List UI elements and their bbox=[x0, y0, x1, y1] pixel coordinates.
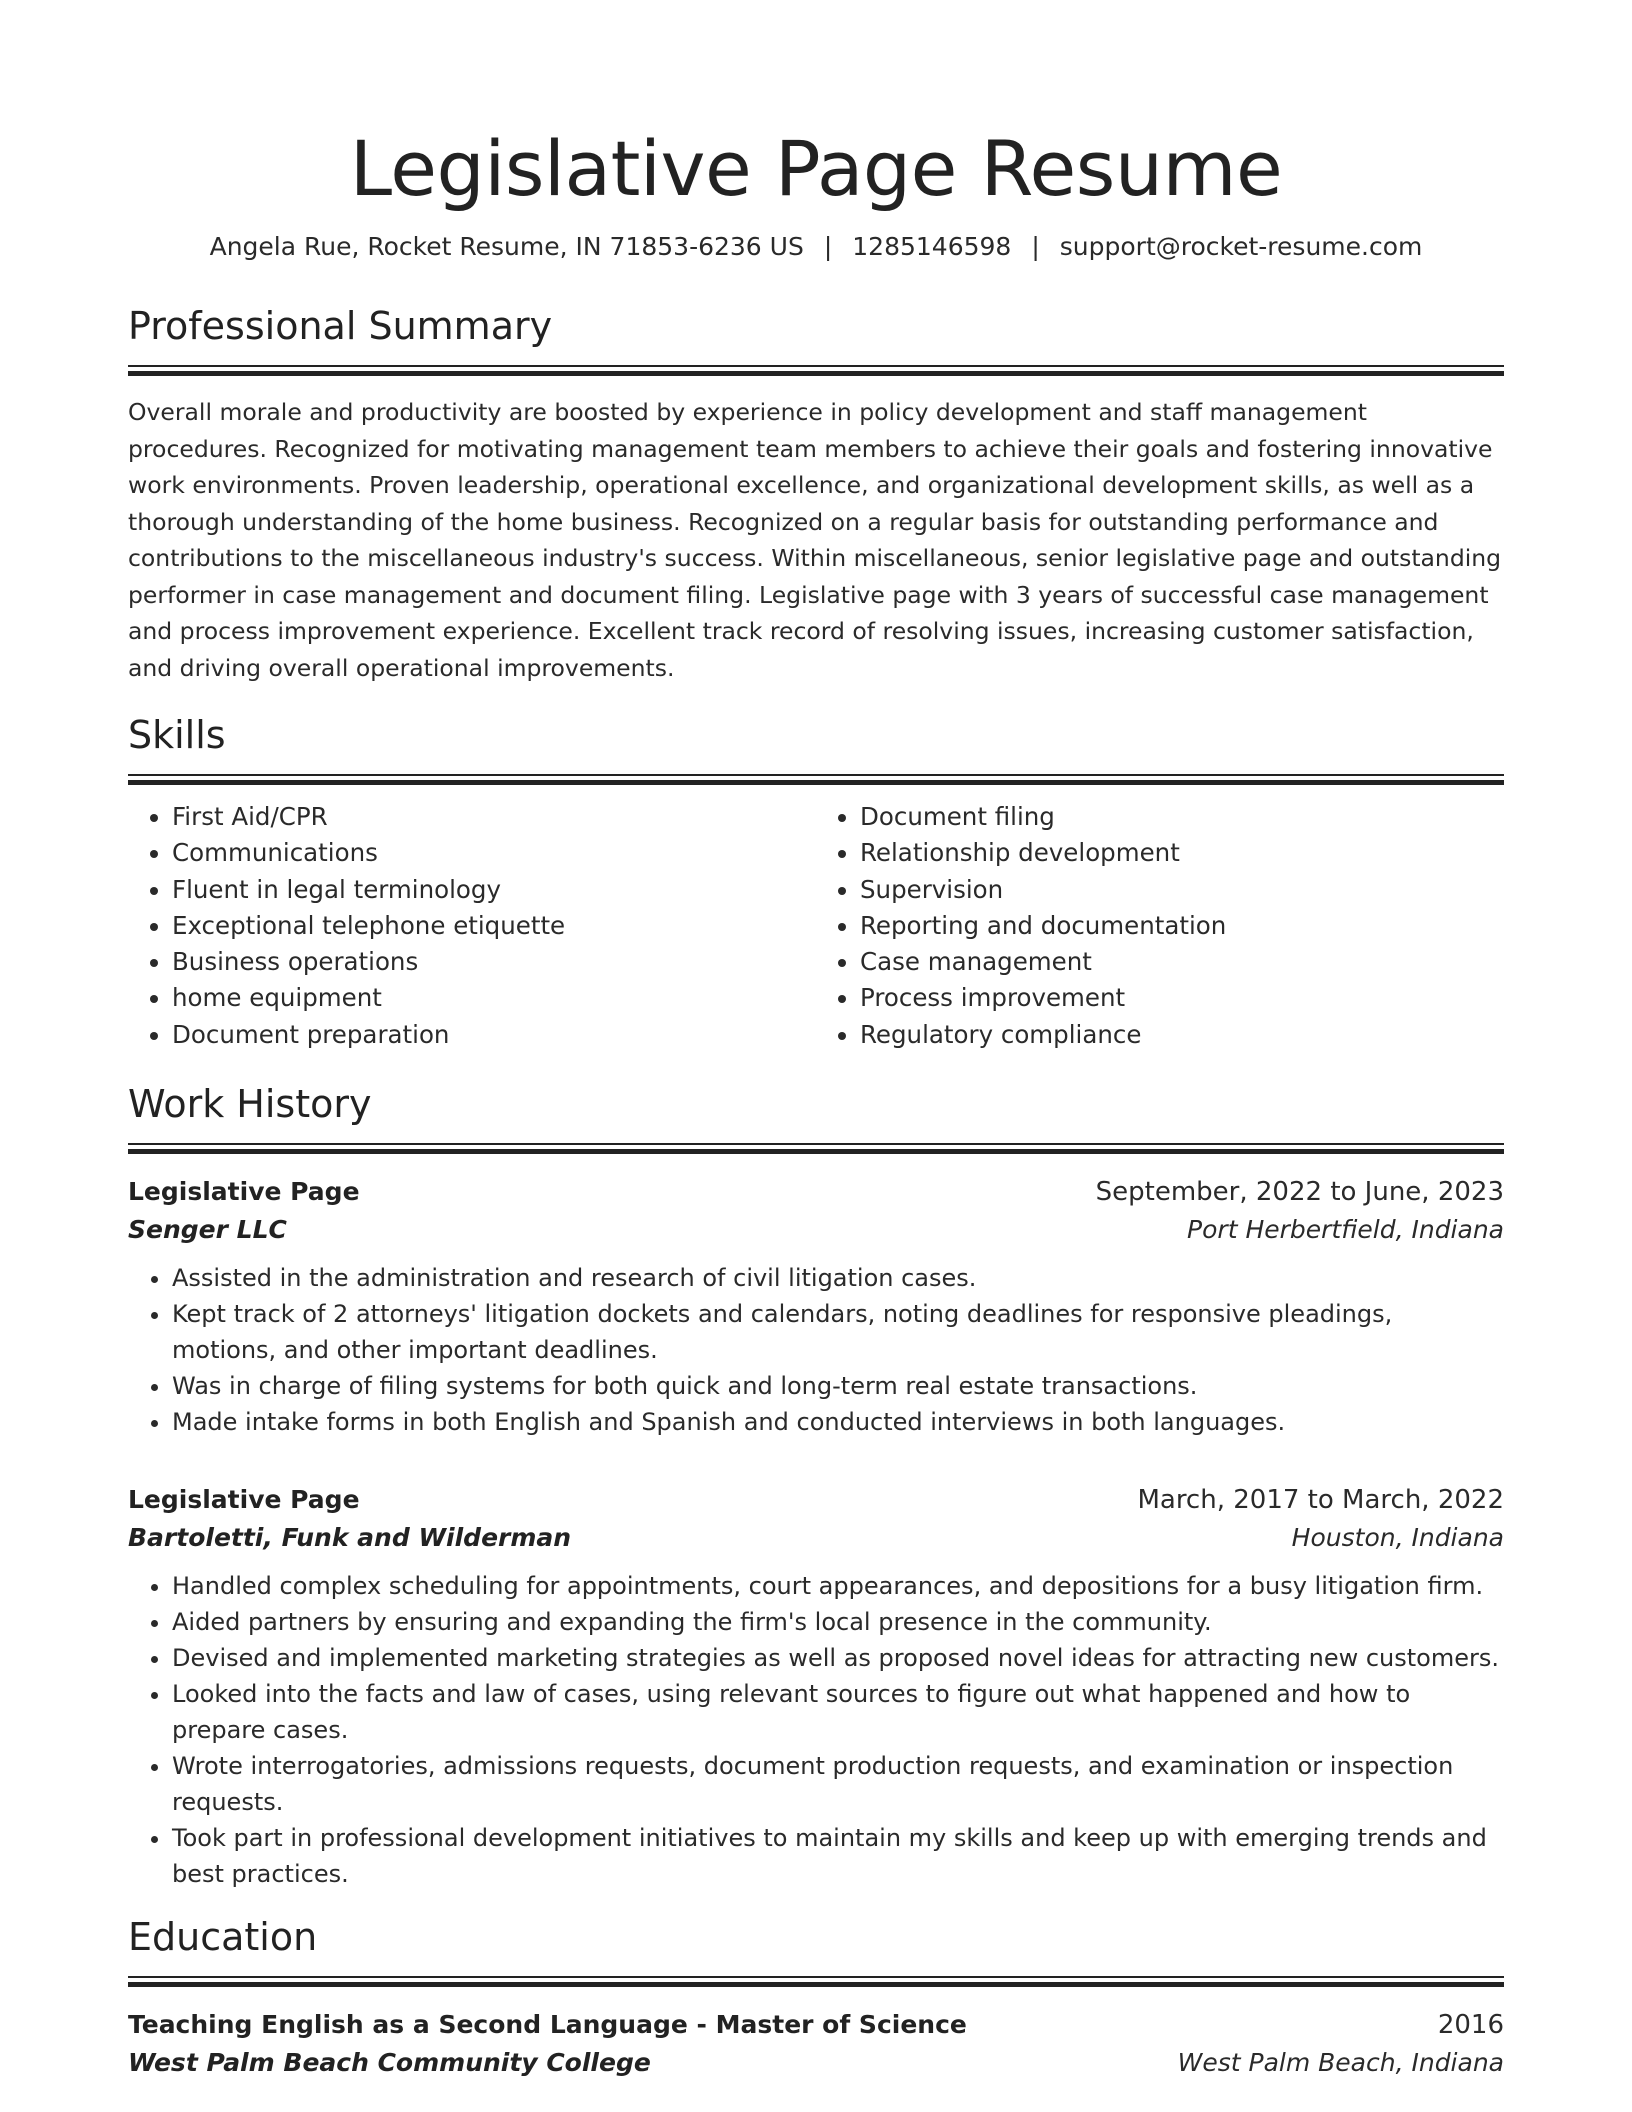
skills-list-right bbox=[816, 799, 1504, 1053]
job-bullet: • Handled complex scheduling for appointments, court appearances, and depositions for a busy litigation firm. bbox=[172, 1568, 1504, 1604]
skills-columns bbox=[128, 799, 1504, 1053]
job-location: Port Herbertfield, Indiana bbox=[1187, 1215, 1504, 1245]
job-header bbox=[128, 1174, 1504, 1210]
job-title: Legislative Page bbox=[128, 1485, 360, 1515]
contact-separator: | bbox=[823, 232, 833, 261]
job-subheader bbox=[128, 1518, 1504, 1558]
skill-item: • Relationship development bbox=[860, 835, 1504, 871]
job-entry bbox=[128, 1174, 1504, 1440]
job-dates: September, 2022 to June, 2023 bbox=[1095, 1177, 1504, 1208]
skill-item: • Reporting and documentation bbox=[860, 908, 1504, 944]
resume-title: Legislative Page Resume bbox=[349, 124, 1283, 213]
summary-heading: Professional Summary bbox=[128, 304, 553, 348]
section-rule bbox=[128, 774, 1504, 785]
job-bullet: • Wrote interrogatories, admissions requests, document production requests, and examination or inspection requests. bbox=[172, 1748, 1504, 1820]
job-bullets bbox=[128, 1568, 1504, 1892]
skill-item: • Regulatory compliance bbox=[860, 1017, 1504, 1053]
job-location: Houston, Indiana bbox=[1291, 1523, 1504, 1553]
graduation-year: 2016 bbox=[1437, 2010, 1504, 2041]
degree-name: Teaching English as a Second Language - Master of Science bbox=[128, 2010, 967, 2040]
skills-heading: Skills bbox=[128, 713, 226, 757]
skill-item: • First Aid/CPR bbox=[172, 799, 816, 835]
job-bullets bbox=[128, 1260, 1504, 1440]
job-dates: March, 2017 to March, 2022 bbox=[1137, 1485, 1504, 1516]
education-subheader bbox=[128, 2043, 1504, 2083]
school-location: West Palm Beach, Indiana bbox=[1177, 2048, 1504, 2078]
job-bullet: • Looked into the facts and law of cases, using relevant sources to figure out what happened and how to prepare cases. bbox=[172, 1676, 1504, 1748]
company-name: Senger LLC bbox=[128, 1215, 287, 1245]
contact-line bbox=[128, 231, 1504, 263]
skills-section bbox=[128, 712, 1504, 1053]
skills-list-left bbox=[128, 799, 816, 1053]
skill-item: • Document filing bbox=[860, 799, 1504, 835]
contact-separator: | bbox=[1031, 232, 1040, 261]
school-name: West Palm Beach Community College bbox=[128, 2048, 651, 2078]
section-rule bbox=[128, 1976, 1504, 1987]
job-subheader bbox=[128, 1210, 1504, 1250]
summary-text: Overall morale and productivity are boosted by experience in policy development and staff management procedures. Recognized for motivating management team members to achieve their goals and fostering innovative work environments. Proven leadership, operational excellence, and organizational development skills, as well as a thorough understanding of the home business. Recognized on a regular basis for outstanding performance and contributions to the miscellaneous industry's success. Within miscellaneous, senior legislative page and outstanding performer in case management and document filing. Legislative page with 3 years of successful case management and process improvement experience. Excellent track record of resolving issues, increasing customer satisfaction, and driving overall operational improvements. bbox=[128, 398, 1502, 682]
skill-item: • Process improvement bbox=[860, 980, 1504, 1016]
job-title: Legislative Page bbox=[128, 1177, 360, 1207]
skill-item: • Case management bbox=[860, 944, 1504, 980]
skill-item: • home equipment bbox=[172, 980, 816, 1016]
contact-address: Angela Rue, Rocket Resume, IN 71853-6236 US bbox=[209, 232, 804, 261]
job-bullet: • Was in charge of filing systems for both quick and long-term real estate transactions. bbox=[172, 1368, 1504, 1404]
contact-email: support@rocket-resume.com bbox=[1059, 232, 1423, 261]
skill-item: • Exceptional telephone etiquette bbox=[172, 908, 816, 944]
skill-item: • Document preparation bbox=[172, 1017, 816, 1053]
skill-item: • Business operations bbox=[172, 944, 816, 980]
work-history-section bbox=[128, 1081, 1504, 1892]
job-bullet: • Kept track of 2 attorneys' litigation dockets and calendars, noting deadlines for responsive pleadings, motions, and other important deadlines. bbox=[172, 1296, 1504, 1368]
skill-item: • Fluent in legal terminology bbox=[172, 872, 816, 908]
education-entry bbox=[128, 2007, 1504, 2083]
section-rule bbox=[128, 1143, 1504, 1154]
job-bullet: • Took part in professional development initiatives to maintain my skills and keep up with emerging trends and best practices. bbox=[172, 1820, 1504, 1892]
skill-item: • Communications bbox=[172, 835, 816, 871]
skill-item: • Supervision bbox=[860, 872, 1504, 908]
job-entry bbox=[128, 1482, 1504, 1892]
job-header bbox=[128, 1482, 1504, 1518]
education-heading: Education bbox=[128, 1915, 318, 1960]
education-header bbox=[128, 2007, 1504, 2043]
contact-phone: 1285146598 bbox=[852, 232, 1012, 261]
company-name: Bartoletti, Funk and Wilderman bbox=[128, 1523, 572, 1553]
education-section bbox=[128, 1914, 1504, 2083]
job-bullet: • Assisted in the administration and research of civil litigation cases. bbox=[172, 1260, 1504, 1296]
job-bullet: • Devised and implemented marketing strategies as well as proposed novel ideas for attracting new customers. bbox=[172, 1640, 1504, 1676]
summary-section bbox=[128, 303, 1504, 686]
section-rule bbox=[128, 365, 1504, 376]
job-bullet: • Aided partners by ensuring and expanding the firm's local presence in the community. bbox=[172, 1604, 1504, 1640]
job-bullet: • Made intake forms in both English and Spanish and conducted interviews in both languages. bbox=[172, 1404, 1504, 1440]
work-history-heading: Work History bbox=[128, 1082, 372, 1127]
